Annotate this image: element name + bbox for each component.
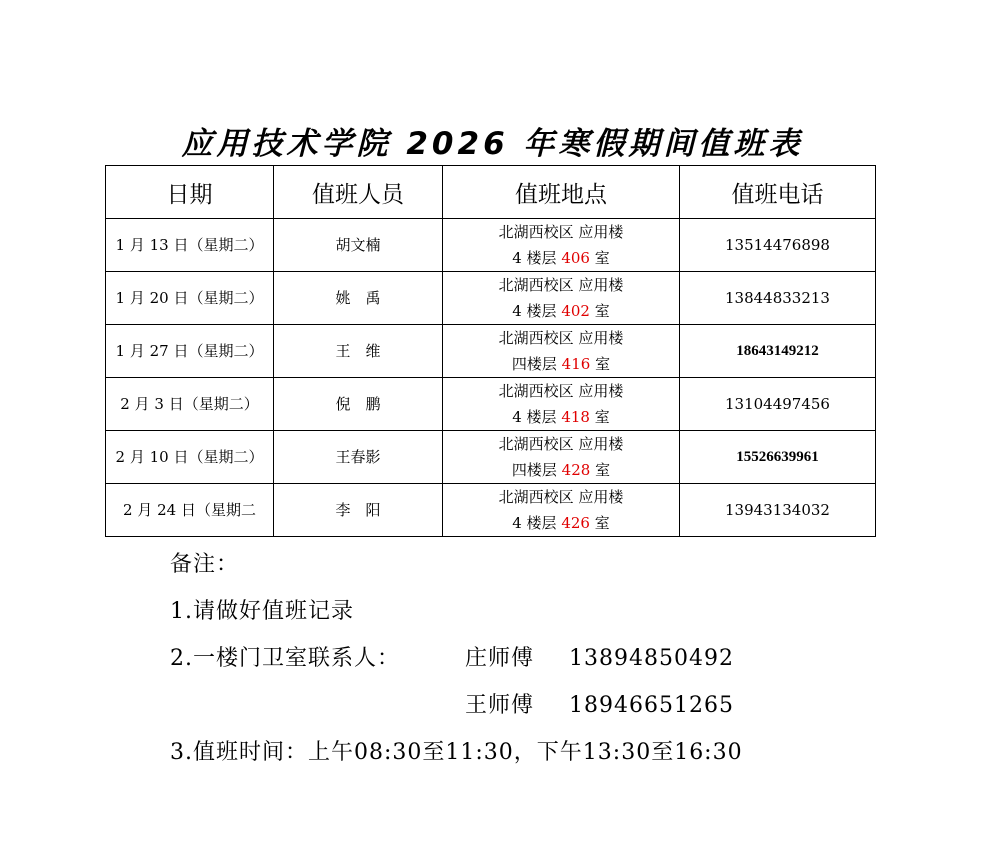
cell-phone: 13844833213	[680, 272, 876, 325]
place-floor: 四楼层	[511, 461, 557, 479]
cell-person: 王春影	[274, 431, 443, 484]
place-floor: 4 楼层	[512, 302, 557, 320]
cell-place	[443, 431, 680, 484]
cell-phone: 13943134032	[680, 484, 876, 537]
room-suffix: 室	[595, 355, 611, 373]
page-title: 应用技术学院 2026 年寒假期间值班表	[181, 126, 804, 162]
contact-phone: 18946651265	[569, 693, 734, 718]
place-floor: 4 楼层	[512, 514, 557, 532]
place-campus: 北湖西校区 应用楼	[498, 435, 624, 453]
room-suffix: 室	[594, 249, 610, 267]
cell-person: 姚 禹	[274, 272, 443, 325]
cell-date: 1 月 13 日（星期二）	[106, 219, 274, 272]
place-floor: 4 楼层	[512, 408, 557, 426]
room-number: 428	[561, 461, 591, 479]
note-item-2	[170, 642, 743, 689]
cell-place	[443, 219, 680, 272]
contact-name: 庄师傅	[465, 646, 535, 671]
place-campus: 北湖西校区 应用楼	[498, 223, 624, 241]
cell-date: 2 月 10 日（星期二）	[106, 431, 274, 484]
room-suffix: 室	[595, 461, 611, 479]
notes-section	[170, 548, 743, 783]
cell-person: 倪 鹏	[274, 378, 443, 431]
room-number: 416	[561, 355, 591, 373]
cell-date: 1 月 20 日（星期二）	[106, 272, 274, 325]
table-row	[106, 325, 876, 378]
header-place: 值班地点	[443, 166, 680, 219]
cell-place	[443, 378, 680, 431]
room-number: 402	[561, 302, 590, 320]
cell-phone: 15526639961	[680, 431, 876, 484]
place-floor: 4 楼层	[512, 249, 557, 267]
cell-phone: 13104497456	[680, 378, 876, 431]
note-item-2-label: 2.一楼门卫室联系人：	[170, 646, 400, 671]
cell-place	[443, 272, 680, 325]
place-campus: 北湖西校区 应用楼	[498, 276, 624, 294]
room-suffix: 室	[594, 408, 610, 426]
table-row	[106, 378, 876, 431]
room-number: 418	[561, 408, 590, 426]
notes-heading: 备注：	[170, 552, 240, 577]
cell-place	[443, 484, 680, 537]
cell-place	[443, 325, 680, 378]
table-row	[106, 431, 876, 484]
contact-phone: 13894850492	[569, 646, 734, 671]
cell-phone: 18643149212	[680, 325, 876, 378]
header-phone: 值班电话	[680, 166, 876, 219]
cell-date: 2 月 24 日（星期二	[106, 484, 274, 537]
place-campus: 北湖西校区 应用楼	[498, 382, 624, 400]
table-row	[106, 484, 876, 537]
room-number: 406	[561, 249, 590, 267]
place-campus: 北湖西校区 应用楼	[498, 329, 624, 347]
place-floor: 四楼层	[511, 355, 557, 373]
room-suffix: 室	[594, 302, 610, 320]
note-item-1: 1.请做好值班记录	[170, 599, 354, 624]
header-date: 日期	[106, 166, 274, 219]
cell-person: 李 阳	[274, 484, 443, 537]
table-row	[106, 272, 876, 325]
place-campus: 北湖西校区 应用楼	[498, 488, 624, 506]
cell-date: 2 月 3 日（星期二）	[106, 378, 274, 431]
room-number: 426	[561, 514, 590, 532]
header-person: 值班人员	[274, 166, 443, 219]
cell-date: 1 月 27 日（星期二）	[106, 325, 274, 378]
note-item-2-contact-2	[170, 689, 743, 736]
cell-person: 王 维	[274, 325, 443, 378]
duty-table	[105, 165, 876, 537]
contact-name: 王师傅	[465, 693, 535, 718]
table-row	[106, 219, 876, 272]
cell-phone: 13514476898	[680, 219, 876, 272]
table-header-row	[106, 166, 876, 219]
room-suffix: 室	[594, 514, 610, 532]
note-item-3: 3.值班时间：上午08:30至11:30，下午13:30至16:30	[170, 740, 743, 765]
cell-person: 胡文楠	[274, 219, 443, 272]
